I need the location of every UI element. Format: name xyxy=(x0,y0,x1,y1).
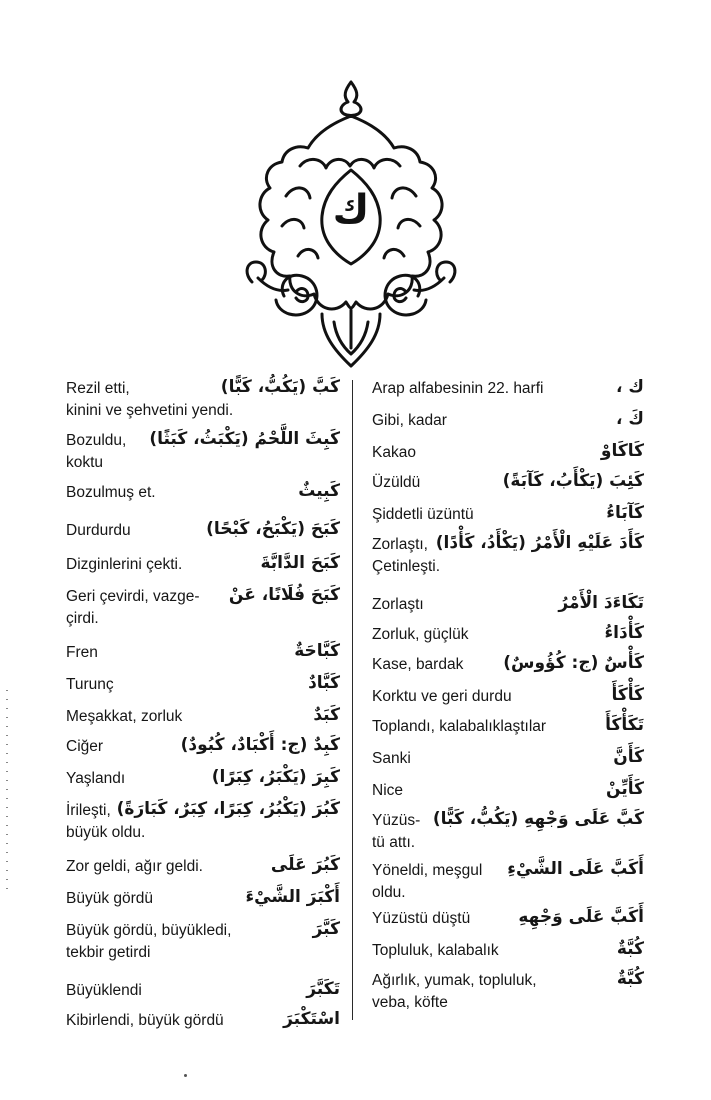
turkish-meaning: Yaşlandı xyxy=(66,770,126,787)
turkish-meaning: Ciğer xyxy=(66,738,104,755)
turkish-meaning: Büyük gördü xyxy=(66,890,154,907)
arabic-headword: ك ، xyxy=(616,377,644,397)
arabic-headword: كَأَنَّ xyxy=(613,747,644,767)
arabic-headword: كَبَحَ (يَكْبَحُ، كَبْحًا) xyxy=(206,519,340,539)
turkish-meaning: Zorlaştı, xyxy=(372,536,428,553)
turkish-meaning: Kibirlendi, büyük gördü xyxy=(66,1012,224,1029)
arabic-headword: كَأْكَأَ xyxy=(611,685,644,705)
arabic-headword: كَبَّ عَلَى وَجْهِهِ (يَكُبُّ، كَبًّا) xyxy=(432,809,644,829)
turkish-meaning: Zorluk, güçlük xyxy=(372,626,469,643)
turkish-meaning: Toplandı, kalabalıklaştılar xyxy=(372,718,547,735)
arabic-headword: كَبِدٌ (ج: أَكْبَادٌ، كُبُودٌ) xyxy=(180,735,340,755)
column-divider xyxy=(352,380,353,1020)
turkish-meaning-continued: veba, köfte xyxy=(372,994,448,1011)
arabic-headword: تَكَبَّرَ xyxy=(306,979,340,999)
arabic-headword: كَأَيِّنْ xyxy=(606,779,644,799)
turkish-meaning: Sanki xyxy=(372,750,411,767)
turkish-meaning: Zor geldi, ağır geldi. xyxy=(66,858,203,875)
turkish-meaning: Durdurdu xyxy=(66,522,131,539)
arabic-headword: كَبَحَ فُلَانًا، عَنْ xyxy=(228,585,340,605)
arabic-headword: كَبِيثٌ xyxy=(298,481,340,501)
arabic-headword: كَأَدَ عَلَيْهِ الْأَمْرُ (يَكْأَدُ، كَأْدًا) xyxy=(435,533,644,553)
arabic-headword: تَكَاءَدَ الْأَمْرُ xyxy=(558,593,644,613)
turkish-meaning: Büyük gördü, büyükledi, xyxy=(66,922,232,939)
turkish-meaning: Meşakkat, zorluk xyxy=(66,708,183,725)
turkish-meaning: Nice xyxy=(372,782,404,799)
arabic-headword: كَ ، xyxy=(616,409,644,429)
turkish-meaning: Korktu ve geri durdu xyxy=(372,688,512,705)
arabic-headword: كَآبَاءُ xyxy=(606,503,644,523)
arabic-headword: أَكَبَّ عَلَى وَجْهِهِ xyxy=(518,907,644,927)
turkish-meaning: İrileşti, xyxy=(66,802,111,819)
turkish-meaning-continued: tekbir getirdi xyxy=(66,944,151,961)
turkish-meaning: Rezil etti, xyxy=(66,380,130,397)
turkish-meaning: Kakao xyxy=(372,444,416,461)
arabic-headword: كَاكَاوْ xyxy=(600,441,644,461)
turkish-meaning: Arap alfabesinin 22. harfi xyxy=(372,380,544,397)
arabic-headword: كَبِرَ (يَكْبَرُ، كِبَرًا) xyxy=(211,767,340,787)
turkish-meaning-continued: oldu. xyxy=(372,884,406,901)
turkish-meaning: Kase, bardak xyxy=(372,656,464,673)
turkish-meaning-continued: kinini ve şehvetini yendi. xyxy=(66,402,234,419)
arabic-headword: كَبَّرَ xyxy=(312,919,340,939)
turkish-meaning-continued: çirdi. xyxy=(66,610,99,627)
arabic-headword: كَأْسٌ (ج: كُؤُوسٌ) xyxy=(503,653,644,673)
turkish-meaning: Şiddetli üzüntü xyxy=(372,506,474,523)
scan-speck xyxy=(184,1074,187,1077)
turkish-meaning: Zorlaştı xyxy=(372,596,424,613)
turkish-meaning: Büyüklendi xyxy=(66,982,142,999)
arabic-headword: كَأْدَاءُ xyxy=(604,623,644,643)
turkish-meaning-continued: koktu xyxy=(66,454,104,471)
arabic-headword: كَبَحَ الدَّابَّةَ xyxy=(260,553,340,573)
turkish-meaning: Bozulmuş et. xyxy=(66,484,156,501)
scan-artifact xyxy=(6,690,8,890)
turkish-meaning: Üzüldü xyxy=(372,474,421,491)
arabic-headword: كَبَدٌ xyxy=(313,705,340,725)
ornament-letter: ك xyxy=(332,187,370,233)
turkish-meaning: Yüzüs- xyxy=(372,812,421,829)
turkish-meaning: Dizginlerini çekti. xyxy=(66,556,183,573)
turkish-meaning: Yöneldi, meşgul xyxy=(372,862,483,879)
arabic-headword: اسْتَكْبَرَ xyxy=(283,1009,340,1029)
turkish-meaning-continued: Çetinleşti. xyxy=(372,558,441,575)
arabic-headword: كُبَّةٌ xyxy=(616,939,644,959)
arabic-headword: كَبَّادٌ xyxy=(308,673,340,693)
turkish-meaning-continued: tü attı. xyxy=(372,834,416,851)
turkish-meaning-continued: büyük oldu. xyxy=(66,824,146,841)
arabic-headword: كَئِبَ (يَكْأَبُ، كَآبَةً) xyxy=(502,471,644,491)
arabic-headword: تَكَأْكَأَ xyxy=(605,715,644,735)
ornament-kaf-letter xyxy=(238,78,464,370)
arabic-headword: كَبُرَ عَلَى xyxy=(270,855,340,875)
turkish-meaning: Ağırlık, yumak, topluluk, xyxy=(372,972,537,989)
arabic-headword: كُبَّةٌ xyxy=(616,969,644,989)
arabic-headword: أَكَبَّ عَلَى الشَّيْءِ xyxy=(507,859,644,879)
arabic-headword: كَبِثَ اللَّحْمُ (يَكْبَثُ، كَبَثًا) xyxy=(149,429,340,449)
turkish-meaning: Fren xyxy=(66,644,98,661)
turkish-meaning: Yüzüstü düştü xyxy=(372,910,471,927)
arabic-headword: كَبَّاحَةٌ xyxy=(294,641,340,661)
turkish-meaning: Turunç xyxy=(66,676,114,693)
arabic-headword: كَبُرَ (يَكْبُرُ، كِبَرًا، كِبَرٌ، كَبَارَةً) xyxy=(116,799,340,819)
turkish-meaning: Gibi, kadar xyxy=(372,412,447,429)
turkish-meaning: Topluluk, kalabalık xyxy=(372,942,499,959)
turkish-meaning: Bozuldu, xyxy=(66,432,127,449)
arabic-headword: كَبَّ (يَكُبُّ، كَبًّا) xyxy=(220,377,340,397)
arabic-headword: أَكْبَرَ الشَّيْءَ xyxy=(245,887,340,907)
turkish-meaning: Geri çevirdi, vazge- xyxy=(66,588,200,605)
